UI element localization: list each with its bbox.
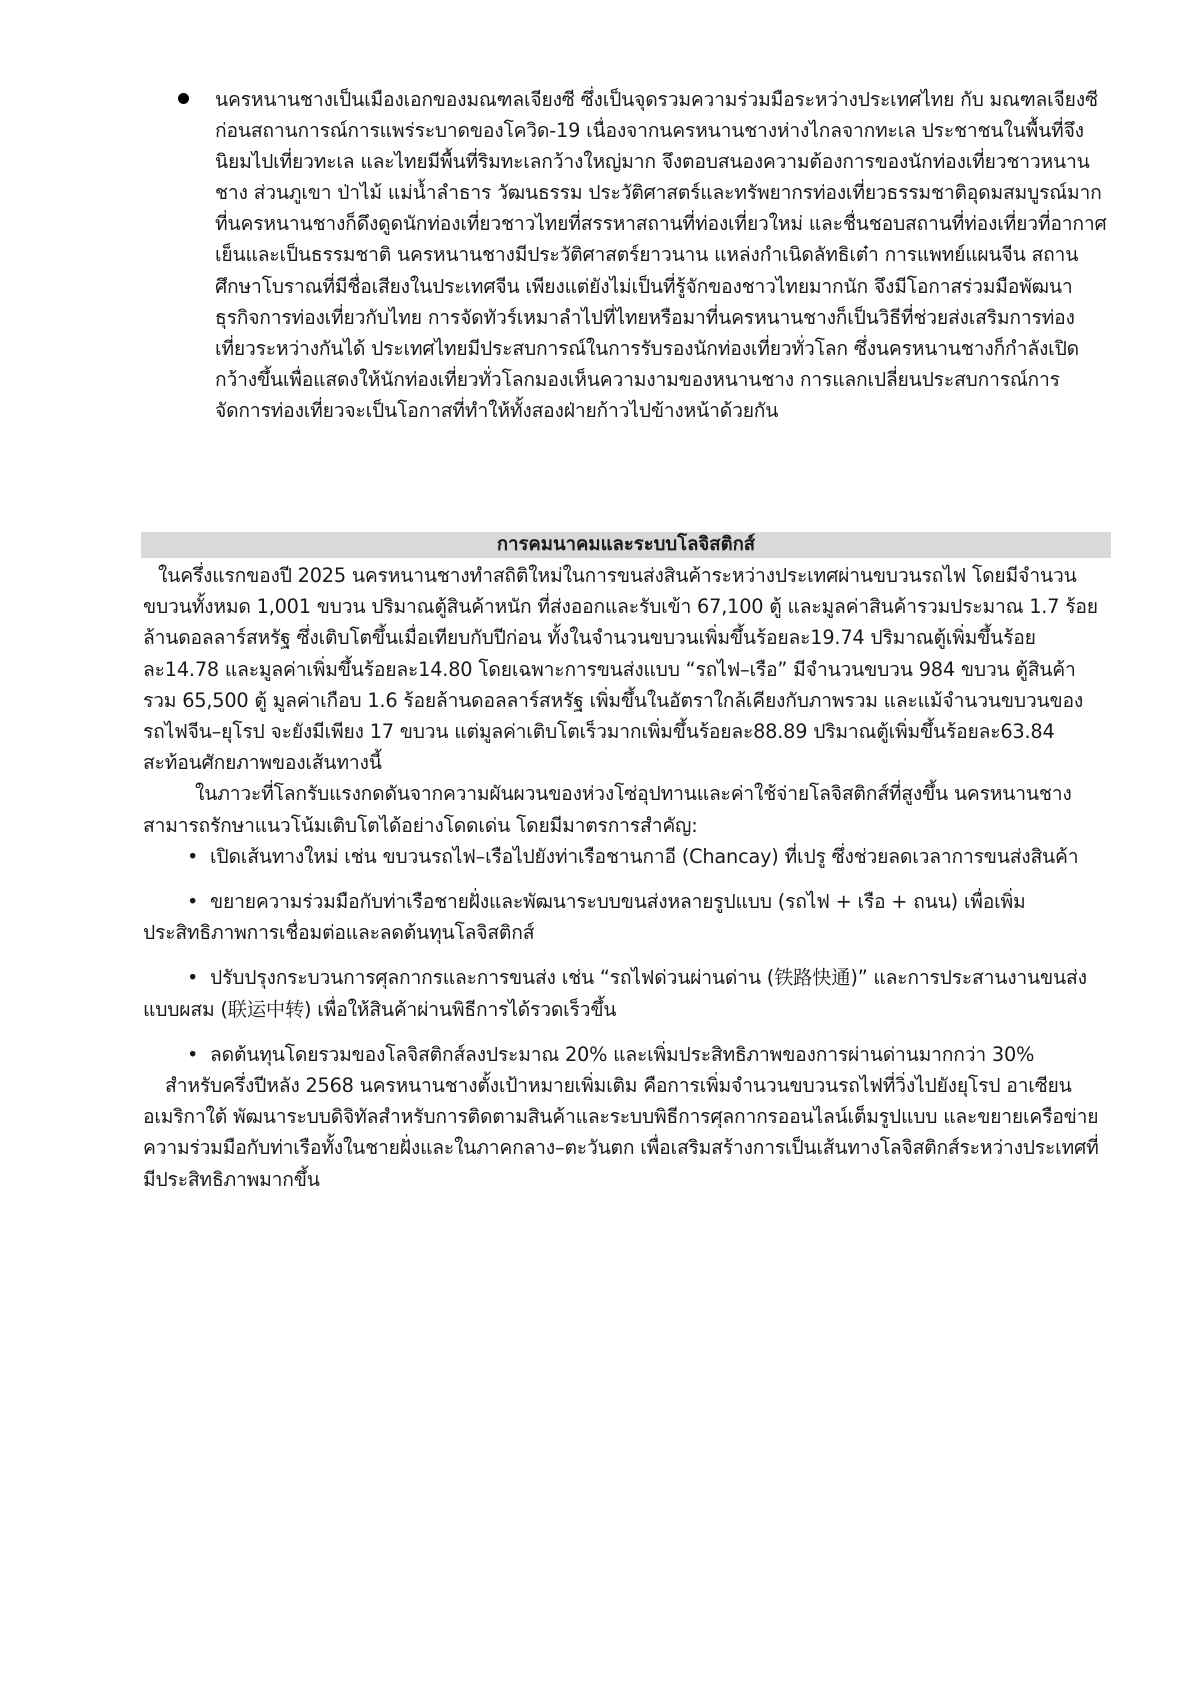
list-bullet: • — [187, 890, 199, 914]
list-item — [143, 841, 1105, 872]
list-bullet: • — [187, 1042, 199, 1066]
bullet-dot-icon — [178, 93, 189, 104]
section-heading: การคมนาคมและระบบโลจิสติกส์ — [141, 532, 1111, 558]
list-item-text: ปรับปรุงกระบวนการศุลกากรและการขนส่ง เช่น “รถไฟด่วนผ่านด่าน (铁路快通)” และการประสานงานขนส่งแบบผสม (联运中转) เพื่อให้สินค้าผ่านพิธีการได้รวดเร็วขึ้น — [143, 966, 1087, 1021]
list-item-text: ลดต้นทุนโดยรวมของโลจิสติกส์ลงประมาณ 20% และเพิ่มประสิทธิภาพของการผ่านด่านมากกว่า 30% — [210, 1042, 1035, 1066]
list-bullet: • — [187, 966, 199, 990]
list-item — [143, 1039, 1105, 1070]
list-item — [143, 886, 1105, 948]
list-bullet: • — [187, 844, 199, 868]
paragraph-second-half-plans: สำหรับครึ่งปีหลัง 2568 นครหนานชางตั้งเป้าหมายเพิ่มเติม คือการเพิ่มจำนวนขบวนรถไฟที่วิ่งไปยังยุโรป อาเซียน อเมริกาใต้ พัฒนาระบบดิจิทัลสำหรับการติดตามสินค้าและระบบพิธีการศุลกากรออนไลน์เต็มรูปแบบ และขยายเครือข่ายความร่วมมือกับท่าเรือทั้งในชายฝั่งและในภาคกลาง–ตะวันตก เพื่อเสริมสร้างการเป็นเส้นทางโลจิสติกส์ระหว่างประเทศที่มีประสิทธิภาพมากขึ้น — [143, 1074, 1099, 1191]
logistics-section-body — [143, 560, 1105, 1195]
tourism-bullet-text: นครหนานชางเป็นเมืองเอกของมณฑลเจียงซี ซึ่งเป็นจุดรวมความร่วมมือระหว่างประเทศไทย กับ มณฑลเจียงซี ก่อนสถานการณ์การแพร่ระบาดของโควิด-19 เนื่องจากนครหนานชางห่างไกลจากทะเล ประชาชนในพื้นที่จึงนิยมไปเที่ยวทะเล และไทยมีพื้นที่ริมทะเลกว้างใหญ่มาก จึงตอบสนองความต้องการของนักท่องเที่ยวชาวหนานชาง ส่วนภูเขา ป่าไม้ แม่น้ำลำธาร วัฒนธรรม ประวัติศาสตร์และทรัพยากรท่องเที่ยวธรรมชาติอุดมสมบูรณ์มากที่นครหนานชางก็ดึงดูดนักท่องเที่ยวชาวไทยที่สรรหาสถานที่ท่องเที่ยวใหม่ และชื่นชอบสถานที่ท่องเที่ยวที่อากาศเย็นและเป็นธรรมชาติ นครหนานชางมีประวัติศาสตร์ยาวนาน แหล่งกำเนิดลัทธิเต๋า การแพทย์แผนจีน สถานศึกษาโบราณที่มีชื่อเสียงในประเทศจีน เพียงแต่ยังไม่เป็นที่รู้จักของชาวไทยมากนัก จึงมีโอกาสร่วมมือพัฒนาธุรกิจการท่องเที่ยวกับไทย การจัดทัวร์เหมาลำไปที่ไทยหรือมาที่นครหนานชางก็เป็นวิธีที่ช่วยส่งเสริมการท่องเที่ยวระหว่างกันได้ ประเทศไทยมีประสบการณ์ในการรับรองนักท่องเที่ยวทั่วโลก ซึ่งนครหนานชางก็กำลังเปิดกว้างขึ้นเพื่อแสดงให้นักท่องเที่ยวทั่วโลกมองเห็นความงามของหนานชาง การแลกเปลี่ยนประสบการณ์การจัดการท่องเที่ยวจะเป็นโอกาสที่ทำให้ทั้งสองฝ่ายก้าวไปข้างหน้าด้วยกัน — [215, 88, 1107, 422]
paragraph-first-half-stats: ในครึ่งแรกของปี 2025 นครหนานชางทำสถิติใหม่ในการขนส่งสินค้าระหว่างประเทศผ่านขบวนรถไฟ โดยมีจำนวนขบวนทั้งหมด 1,001 ขบวน ปริมาณตู้สินค้าหนัก ที่ส่งออกและรับเข้า 67,100 ตู้ และมูลค่าสินค้ารวมประมาณ 1.7 ร้อยล้านดอลลาร์สหรัฐ ซึ่งเติบโตขึ้นเมื่อเทียบกับปีก่อน ทั้งในจำนวนขบวนเพิ่มขึ้นร้อยละ19.74 ปริมาณตู้เพิ่มขึ้นร้อยละ14.78 และมูลค่าเพิ่มขึ้นร้อยละ14.80 โดยเฉพาะการขนส่งแบบ “รถไฟ–เรือ” มีจำนวนขบวน 984 ขบวน ตู้สินค้ารวม 65,500 ตู้ มูลค่าเกือบ 1.6 ร้อยล้านดอลลาร์สหรัฐ เพิ่มขึ้นในอัตราใกล้เคียงกับภาพรวม และแม้จำนวนขบวนของรถไฟจีน–ยุโรป จะยังมีเพียง 17 ขบวน แต่มูลค่าเติบโตเร็วมากเพิ่มขึ้นร้อยละ88.89 ปริมาณตู้เพิ่มขึ้นร้อยละ63.84 สะท้อนศักยภาพของเส้นทางนี้ — [143, 564, 1098, 775]
tourism-bullet-block — [178, 84, 1108, 426]
list-item-text: ขยายความร่วมมือกับท่าเรือชายฝั่งและพัฒนาระบบขนส่งหลายรูปแบบ (รถไฟ + เรือ + ถนน) เพื่อเพิ่มประสิทธิภาพการเชื่อมต่อและลดต้นทุนโลจิสติกส์ — [143, 890, 1026, 945]
list-item-text: เปิดเส้นทางใหม่ เช่น ขบวนรถไฟ–เรือไปยังท่าเรือชานกาอี (Chancay) ที่เปรู ซึ่งช่วยลดเวลาการขนส่งสินค้า — [210, 844, 1079, 868]
paragraph-measures-intro: ในภาวะที่โลกรับแรงกดดันจากความผันผวนของห่วงโซ่อุปทานและค่าใช้จ่ายโลจิสติกส์ที่สูงขึ้น นครหนานชางสามารถรักษาแนวโน้มเติบโตได้อย่างโดดเด่น โดยมีมาตรการสำคัญ: — [143, 782, 1072, 837]
list-item — [143, 962, 1105, 1024]
